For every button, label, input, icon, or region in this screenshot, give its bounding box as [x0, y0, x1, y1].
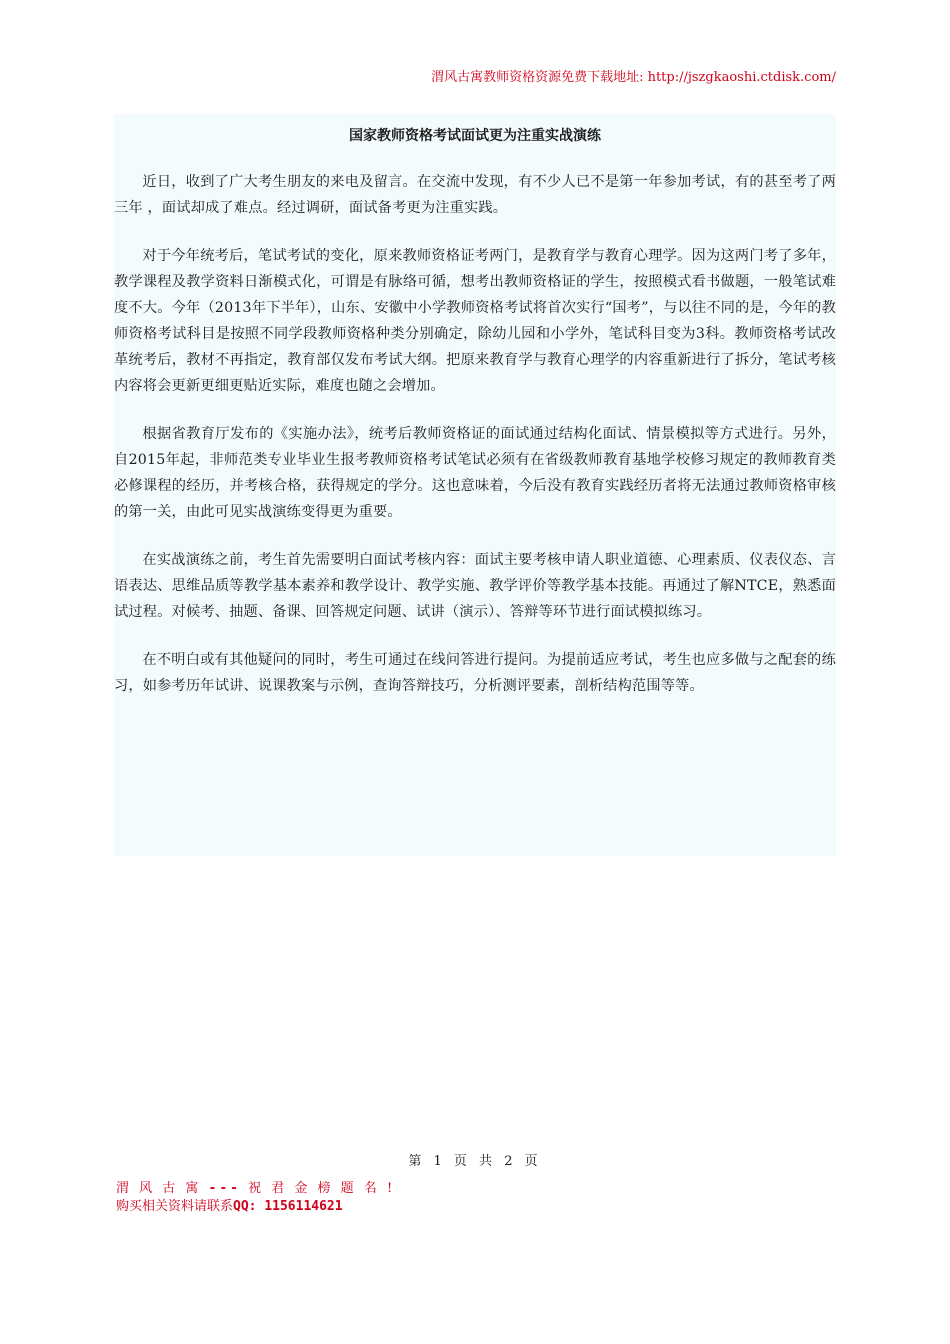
footer-contact-qq: QQ: 1156114621 — [233, 1199, 343, 1214]
footer-slogan-name: 渭 风 古 寓 — [116, 1181, 209, 1196]
footer-slogan — [116, 1180, 395, 1198]
resource-download-link[interactable]: 渭风古寓教师资格资源免费下载地址: http://jszgkaoshi.ctdisk.com/ — [431, 70, 836, 85]
page-number: 第 1 页 共 2 页 — [408, 1154, 542, 1169]
footer-contact-label: 购买相关资料请联系 — [116, 1199, 234, 1214]
footer — [116, 1180, 395, 1216]
article-paragraph: 对于今年统考后，笔试考试的变化，原来教师资格证考两门，是教育学与教育心理学。因为这两门考了多年，教学课程及教学资料日渐模式化，可谓是有脉络可循，想考出教师资格证的学生，按照模式看书做题，一般笔试难度不大。今年（2013年下半年），山东、安徽中小学教师资格考试将首次实行“国考”，与以往不同的是，今年的教师资格考试科目是按照不同学段教师资格种类分别确定，除幼儿园和小学外，笔试科目变为3科。教师资格考试改革统考后，教材不再指定，教育部仅发布考试大纲。把原来教育学与教育心理学的内容重新进行了拆分，笔试考核内容将会更新更细更贴近实际，难度也随之会增加。 — [114, 248, 836, 394]
article-paragraph: 近日，收到了广大考生朋友的来电及留言。在交流中发现，有不少人已不是第一年参加考试，有的甚至考了两三年 ，面试却成了难点。经过调研，面试备考更为注重实践。 — [114, 174, 836, 216]
footer-slogan-dash: --- — [208, 1181, 242, 1196]
article-paragraph: 在不明白或有其他疑问的同时，考生可通过在线问答进行提问。为提前适应考试，考生也应多做与之配套的练习，如参考历年试讲、说课教案与示例，查询答辩技巧，分析测评要素，剖析结构范围等等。 — [114, 652, 836, 694]
footer-slogan-wish: 祝 君 金 榜 题 名 ! — [241, 1181, 396, 1196]
article-paragraph: 在实战演练之前，考生首先需要明白面试考核内容：面试主要考核申请人职业道德、心理素质、仪表仪态、言语表达、思维品质等教学基本素养和教学设计、教学实施、教学评价等教学基本技能。再通过了解NTCE，熟悉面试过程。对候考、抽题、备课、回答规定问题、试讲（演示）、答辩等环节进行面试模拟练习。 — [114, 552, 836, 620]
article-body — [114, 114, 836, 856]
article-title: 国家教师资格考试面试更为注重实战演练 — [349, 128, 601, 144]
footer-contact — [116, 1198, 395, 1216]
article-paragraph: 根据省教育厅发布的《实施办法》，统考后教师资格证的面试通过结构化面试、情景模拟等方式进行。另外，自2015年起，非师范类专业毕业生报考教师资格考试笔试必须有在省级教师教育基地学校修习规定的教师教育类必修课程的经历，并考核合格，获得规定的学分。这也意味着，今后没有教育实践经历者将无法通过教师资格审核的第一关，由此可见实战演练变得更为重要。 — [114, 426, 836, 520]
